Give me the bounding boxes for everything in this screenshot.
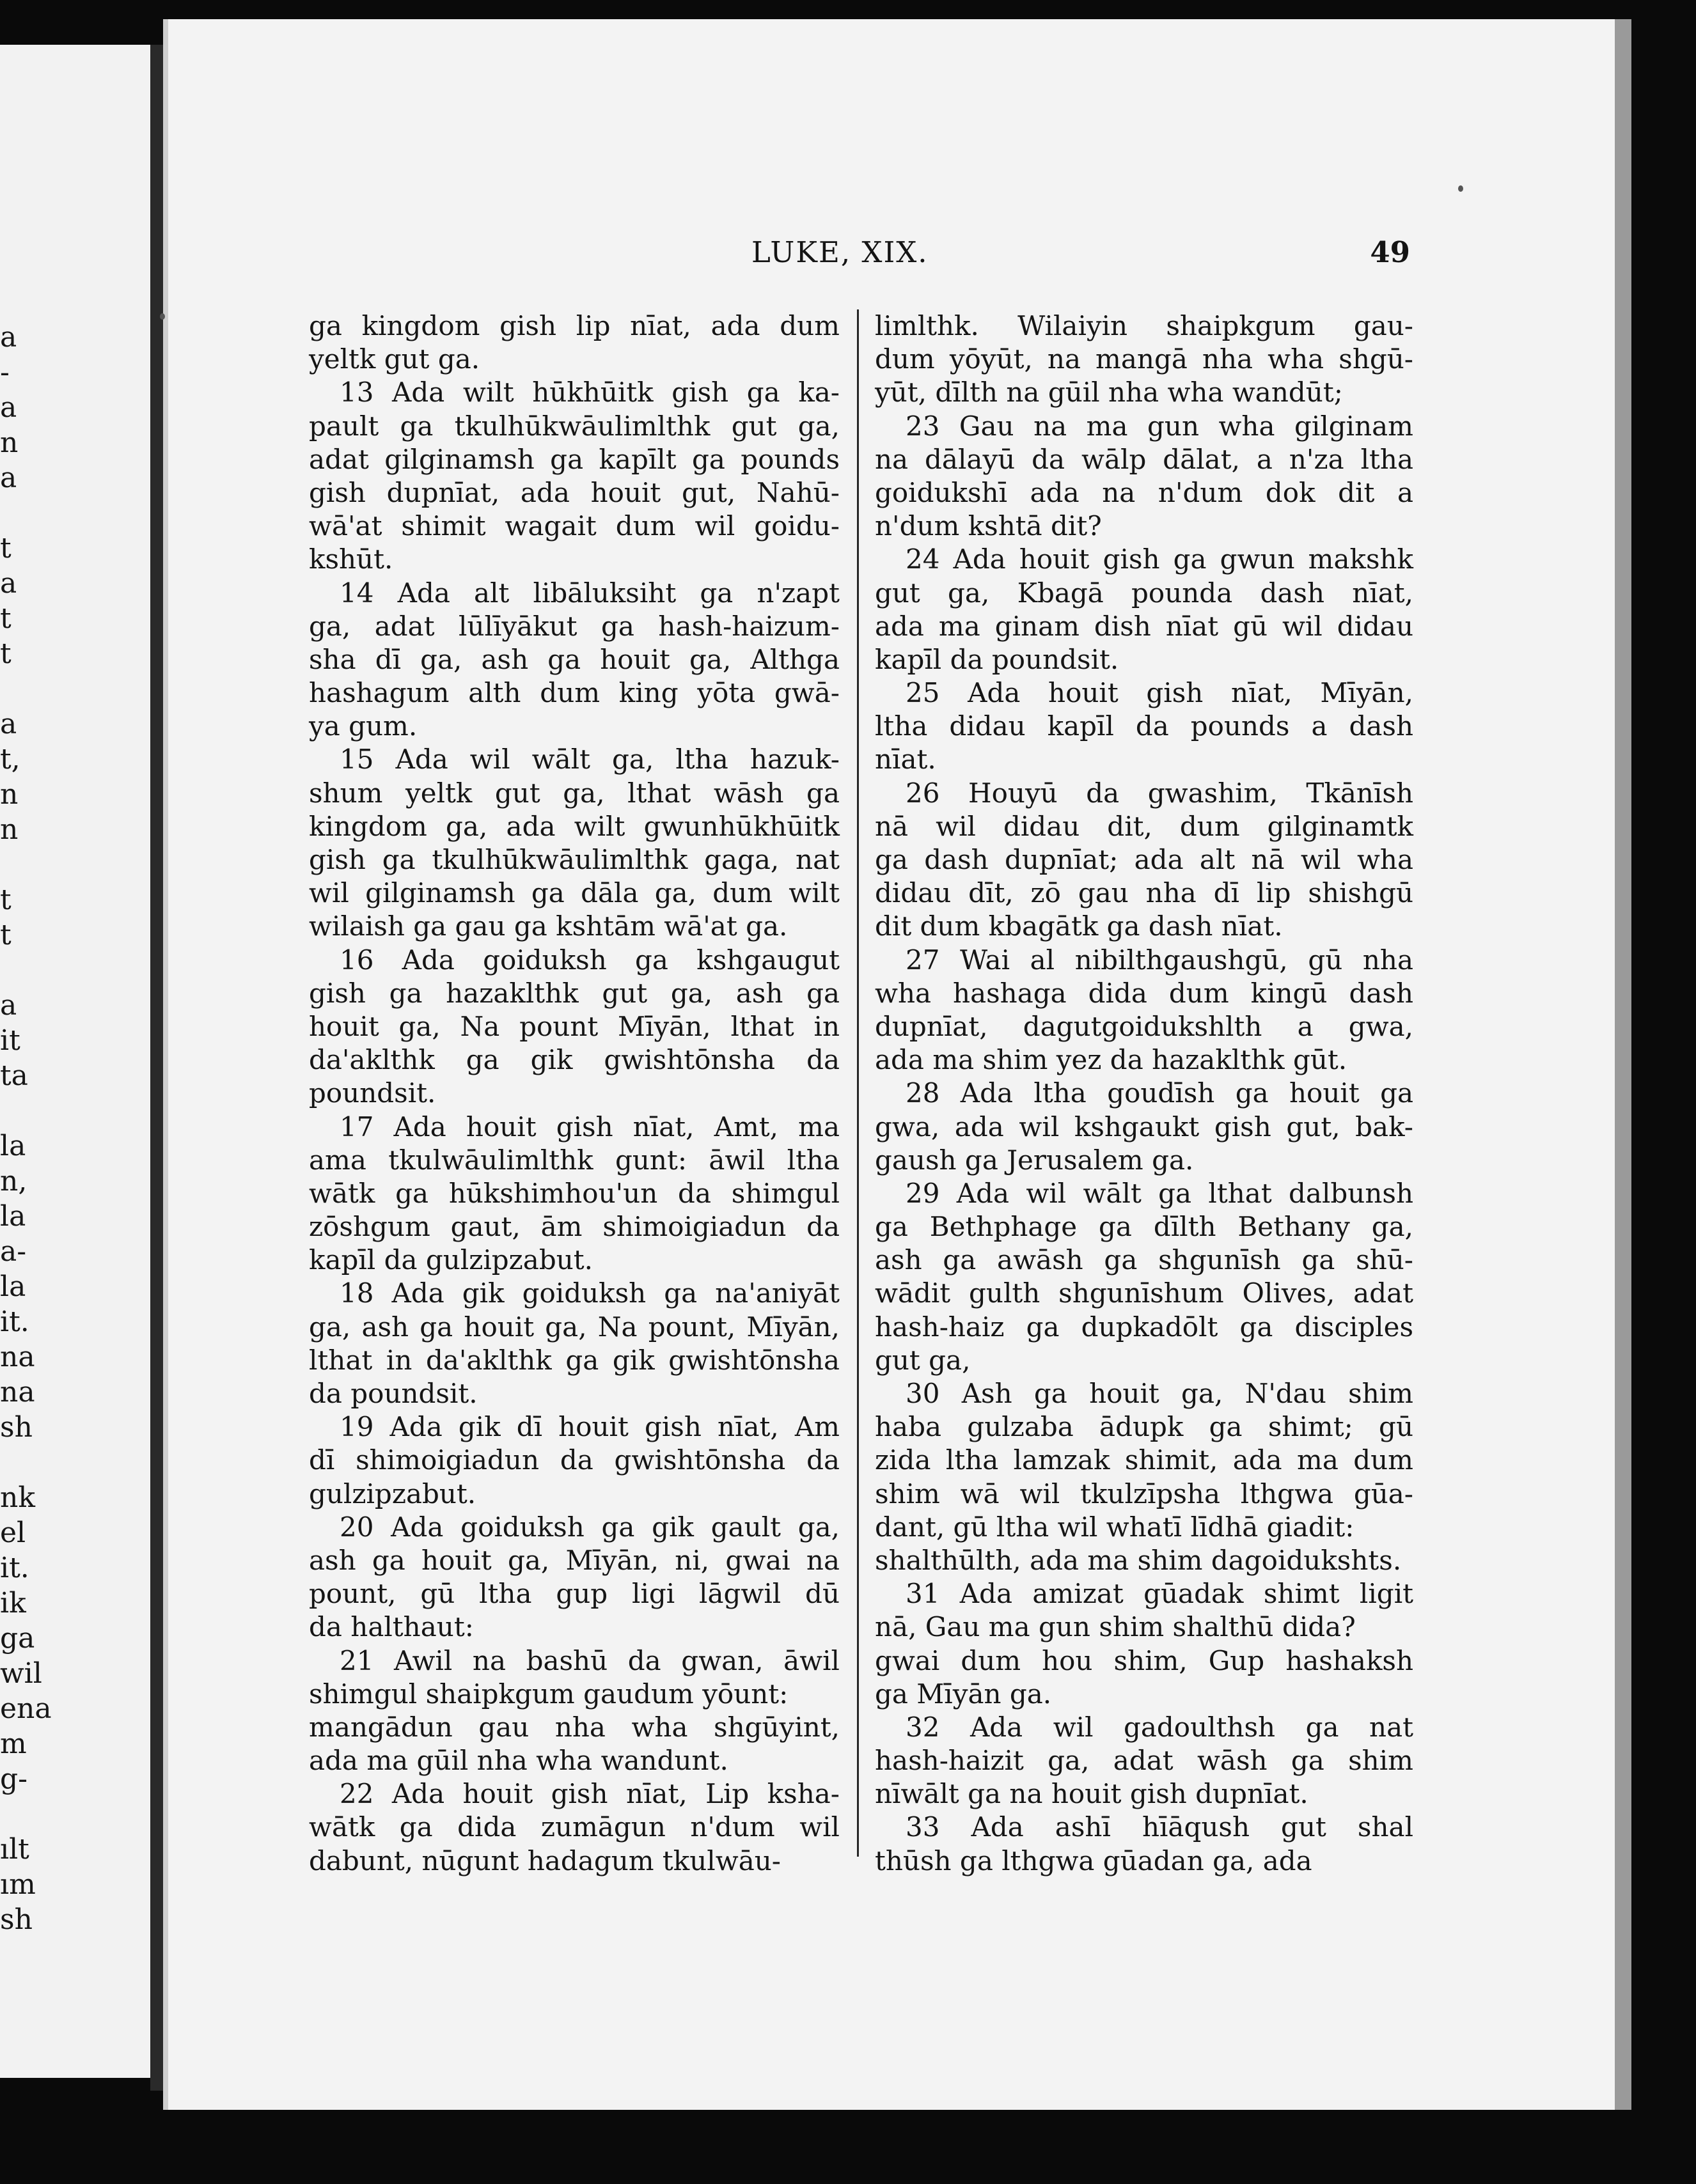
column-right-line: 30 Ash ga houit ga, N'dau shim	[906, 1378, 1413, 1409]
left-page-margin-text	[0, 320, 52, 1937]
column-left-line: wilaish ga gau ga kshtām wā'at ga.	[309, 910, 788, 942]
margin-fragment: a	[0, 321, 17, 354]
column-left-line: pount, gū ltha gup ligi lāgwil dū	[309, 1578, 840, 1610]
column-right-line: thūsh ga lthgwa gūadan ga, ada	[875, 1845, 1312, 1876]
margin-fragment: t	[0, 884, 12, 916]
column-right-line: gaush ga Jerusalem ga.	[875, 1144, 1194, 1176]
column-right-line: nā wil didau dit, dum gilginamtk	[875, 810, 1413, 842]
margin-fragment: it	[0, 1024, 20, 1057]
column-right-line: wādit gulth shgunīshum Olives, adat	[875, 1277, 1413, 1309]
column-left-line: 18 Ada gik goiduksh ga na'aniyāt	[340, 1277, 840, 1309]
column-right-line: zida ltha lamzak shimit, ada ma dum	[875, 1444, 1413, 1476]
margin-fragment: ta	[0, 1059, 28, 1092]
margin-fragment: a	[0, 567, 17, 600]
page-number: 49	[1370, 235, 1410, 269]
column-right-line: limlthk. Wilaiyin shaipkgum gau-	[875, 310, 1413, 341]
margin-fragment: sh	[0, 1411, 33, 1444]
margin-fragment: t,	[0, 743, 20, 776]
margin-fragment: sh	[0, 1903, 33, 1936]
column-right-line: gut ga,	[875, 1344, 971, 1376]
column-right-line: nā, Gau ma gun shim shalthū dida?	[875, 1611, 1356, 1643]
margin-fragment: n	[0, 426, 19, 459]
margin-fragment: n	[0, 778, 19, 811]
column-right-line: yūt, dīlth na gūil nha wha wandūt;	[875, 377, 1343, 409]
margin-fragment: el	[0, 1517, 26, 1549]
column-right-line: didau dīt, zō gau nha dī lip shishgū	[875, 877, 1413, 909]
column-right-line: dum yōyūt, na mangā nha wha shgū-	[875, 343, 1413, 375]
column-left-line: ya gum.	[309, 710, 418, 742]
column-left-line: gulzipzabut.	[309, 1478, 476, 1509]
column-left-line: ga, adat lūlīyākut ga hash-haizum-	[309, 610, 840, 642]
column-left-line: ada ma gūil nha wha wandunt.	[309, 1745, 728, 1777]
column-right-line: n'dum kshtā dit?	[875, 510, 1102, 542]
column-left-line: 17 Ada houit gish nīat, Amt, ma	[340, 1111, 840, 1143]
margin-fragment: la	[0, 1130, 26, 1162]
column-left-line: houit ga, Na pount Mīyān, lthat in	[309, 1010, 840, 1042]
column-left-line: wātk ga hūkshimhou'un da shimgul	[309, 1177, 840, 1209]
column-right-line: hash-haiz ga dupkadōlt ga disciples	[875, 1311, 1413, 1343]
margin-fragment: a-	[0, 1235, 27, 1268]
column-left-line: poundsit.	[309, 1077, 436, 1109]
column-left-line: 13 Ada wilt hūkhūitk gish ga ka-	[340, 377, 840, 409]
column-left-line: ash ga houit ga, Mīyān, ni, gwai na	[309, 1544, 840, 1576]
column-left-line: 16 Ada goiduksh ga kshgaugut	[340, 944, 840, 976]
column-right-line: nīwālt ga na houit gish dupnīat.	[875, 1778, 1308, 1810]
page-header	[751, 235, 1410, 280]
column-left-line: wātk ga dida zumāgun n'dum wil	[309, 1811, 840, 1843]
margin-fragment: a	[0, 708, 17, 740]
column-left-line: ama tkulwāulimlthk gunt: āwil ltha	[309, 1144, 840, 1176]
margin-fragment	[0, 671, 23, 706]
column-left-line: sha dī ga, ash ga houit ga, Althga	[309, 643, 840, 675]
column-left-line: kshūt.	[309, 543, 393, 575]
column-right-line: 26 Houyū da gwashim, Tkānīsh	[906, 777, 1413, 809]
column-right-line: wha hashaga dida dum kingū dash	[875, 977, 1413, 1009]
margin-fragment	[0, 495, 23, 531]
column-right-line: 23 Gau na ma gun wha gilginam	[906, 410, 1413, 442]
column-left-line: ga, ash ga houit ga, Na pount, Mīyān,	[309, 1311, 840, 1343]
column-left-line: 21 Awil na bashū da gwan, āwil	[340, 1644, 840, 1676]
margin-fragment: nk	[0, 1481, 35, 1514]
margin-fragment: t	[0, 602, 12, 635]
column-right-line: nīat.	[875, 744, 936, 776]
column-right-line: 29 Ada wil wālt ga lthat dalbunsh	[906, 1177, 1413, 1209]
margin-fragment: na	[0, 1341, 35, 1373]
column-divider	[857, 309, 859, 1857]
margin-fragment: ena	[0, 1692, 52, 1725]
column-right-line: dupnīat, dagutgoidukshlth a gwa,	[875, 1010, 1413, 1042]
margin-fragment: la	[0, 1270, 26, 1303]
column-left-line: dī shimoigiadun da gwishtōnsha da	[309, 1444, 840, 1476]
column-right-line: ash ga awāsh ga shgunīsh ga shū-	[875, 1244, 1413, 1276]
margin-fragment: a	[0, 391, 17, 424]
column-left-line: wil gilginamsh ga dāla ga, dum wilt	[309, 877, 840, 909]
column-right-line: ltha didau kapīl da pounds a dash	[875, 710, 1413, 742]
margin-fragment: n,	[0, 1165, 27, 1197]
margin-fragment: la	[0, 1200, 26, 1233]
column-left-line: pault ga tkulhūkwāulimlthk gut ga,	[309, 410, 840, 442]
column-left-line: kingdom ga, ada wilt gwunhūkhūitk	[309, 810, 840, 842]
column-left-line: dabunt, nūgunt hadagum tkulwāu-	[309, 1845, 781, 1876]
margin-fragment: it.	[0, 1306, 29, 1338]
margin-fragment: it.	[0, 1552, 29, 1584]
margin-fragment: wil	[0, 1657, 42, 1690]
margin-fragment: na	[0, 1376, 35, 1408]
margin-fragment	[0, 847, 23, 882]
column-right-line: shim wā wil tkulzīpsha lthgwa gūa-	[875, 1478, 1413, 1509]
paper-speck	[1458, 185, 1463, 192]
margin-fragment	[0, 1797, 23, 1832]
column-right-line: 25 Ada houit gish nīat, Mīyān,	[906, 677, 1413, 709]
column-right-line: gwai dum hou shim, Gup hashaksh	[875, 1644, 1413, 1676]
column-left-line: ga kingdom gish lip nīat, ada dum	[309, 310, 840, 341]
column-left-line: 15 Ada wil wālt ga, ltha hazuk-	[340, 744, 840, 776]
column-left-line: lthat in da'aklthk ga gik gwishtōnsha	[309, 1344, 840, 1376]
column-left-line: shimgul shaipkgum gaudum yōunt:	[309, 1678, 789, 1710]
column-right-line: kapīl da poundsit.	[875, 643, 1119, 675]
text-column-right	[875, 309, 1413, 1878]
column-right-line: gut ga, Kbagā pounda dash nīat,	[875, 577, 1413, 609]
margin-fragment: g-	[0, 1763, 28, 1795]
column-left-line: da halthaut:	[309, 1611, 474, 1643]
margin-fragment: ılt	[0, 1833, 29, 1866]
margin-fragment: -	[0, 356, 10, 389]
column-right-line: ga Bethphage ga dīlth Bethany ga,	[875, 1211, 1413, 1243]
column-left-line: gish dupnīat, ada houit gut, Nahū-	[309, 476, 840, 508]
column-right-line: ga Mīyān ga.	[875, 1678, 1052, 1710]
column-left-line: mangādun gau nha wha shgūyint,	[309, 1711, 840, 1743]
margin-fragment: ga	[0, 1622, 35, 1655]
column-left-line: adat gilginamsh ga kapīlt ga pounds	[309, 443, 840, 475]
left-page	[0, 45, 154, 2078]
margin-fragment: m	[0, 1728, 27, 1760]
column-right-line: hash-haizit ga, adat wāsh ga shim	[875, 1745, 1413, 1777]
column-right-line: dit dum kbagātk ga dash nīat.	[875, 910, 1283, 942]
column-left-line: yeltk gut ga.	[309, 343, 480, 375]
column-right-line: na dālayū da wālp dālat, a n'za ltha	[875, 443, 1413, 475]
margin-fragment: t	[0, 919, 12, 951]
margin-fragment: t	[0, 532, 12, 565]
column-right-line: ada ma ginam dish nīat gū wil didau	[875, 610, 1413, 642]
margin-fragment: t	[0, 637, 12, 670]
column-left-line: 19 Ada gik dī houit gish nīat, Am	[340, 1411, 840, 1443]
column-left-line: da poundsit.	[309, 1378, 478, 1409]
column-right-line: 32 Ada wil gadoulthsh ga nat	[906, 1711, 1413, 1743]
margin-fragment: ik	[0, 1587, 26, 1619]
margin-fragment	[0, 1093, 23, 1128]
column-right-line: 31 Ada amizat gūadak shimt ligit	[906, 1578, 1413, 1610]
column-right-line: goidukshī ada na n'dum dok dit a	[875, 476, 1413, 508]
column-left-line: hashagum alth dum king yōta gwā-	[309, 677, 840, 709]
column-right-line: shalthūlth, ada ma shim dagoidukshts.	[875, 1544, 1402, 1576]
column-left-line: gish ga tkulhūkwāulimlthk gaga, nat	[309, 844, 840, 875]
column-left-line: zōshgum gaut, ām shimoigiadun da	[309, 1211, 840, 1243]
paper-speck	[160, 313, 165, 320]
column-left-line: 14 Ada alt libāluksiht ga n'zapt	[340, 577, 840, 609]
column-left-line: kapīl da gulzipzabut.	[309, 1244, 593, 1276]
column-left-line: da'aklthk ga gik gwishtōnsha da	[309, 1044, 840, 1076]
margin-fragment: a	[0, 989, 17, 1022]
margin-fragment: a	[0, 462, 17, 494]
margin-fragment: n	[0, 813, 19, 846]
column-right-line: ga dash dupnīat; ada alt nā wil wha	[875, 844, 1413, 875]
column-left-line: gish ga hazaklthk gut ga, ash ga	[309, 977, 840, 1009]
column-right-line: haba gulzaba ādupk ga shimt; gū	[875, 1411, 1413, 1443]
column-right-line: 27 Wai al nibilthgaushgū, gū nha	[906, 944, 1413, 976]
running-title: LUKE, XIX.	[751, 235, 929, 269]
margin-fragment: ım	[0, 1868, 36, 1901]
column-right-line: ada ma shim yez da hazaklthk gūt.	[875, 1044, 1347, 1076]
column-right-line: 28 Ada ltha goudīsh ga houit ga	[906, 1077, 1413, 1109]
column-right-line: 24 Ada houit gish ga gwun makshk	[906, 543, 1413, 575]
margin-fragment	[0, 953, 23, 988]
column-right-line: gwa, ada wil kshgaukt gish gut, bak-	[875, 1111, 1413, 1143]
column-right-line: dant, gū ltha wil whatī līdhā giadit:	[875, 1511, 1354, 1543]
column-left-line: wā'at shimit wagait dum wil goidu-	[309, 510, 840, 542]
text-column-left	[309, 309, 840, 1878]
margin-fragment	[0, 1445, 23, 1480]
column-right-line: 33 Ada ashī hīāqush gut shal	[906, 1811, 1413, 1843]
column-left-line: 22 Ada houit gish nīat, Lip ksha-	[340, 1778, 840, 1810]
column-left-line: 20 Ada goiduksh ga gik gault ga,	[340, 1511, 840, 1543]
column-left-line: shum yeltk gut ga, lthat wāsh ga	[309, 777, 840, 809]
